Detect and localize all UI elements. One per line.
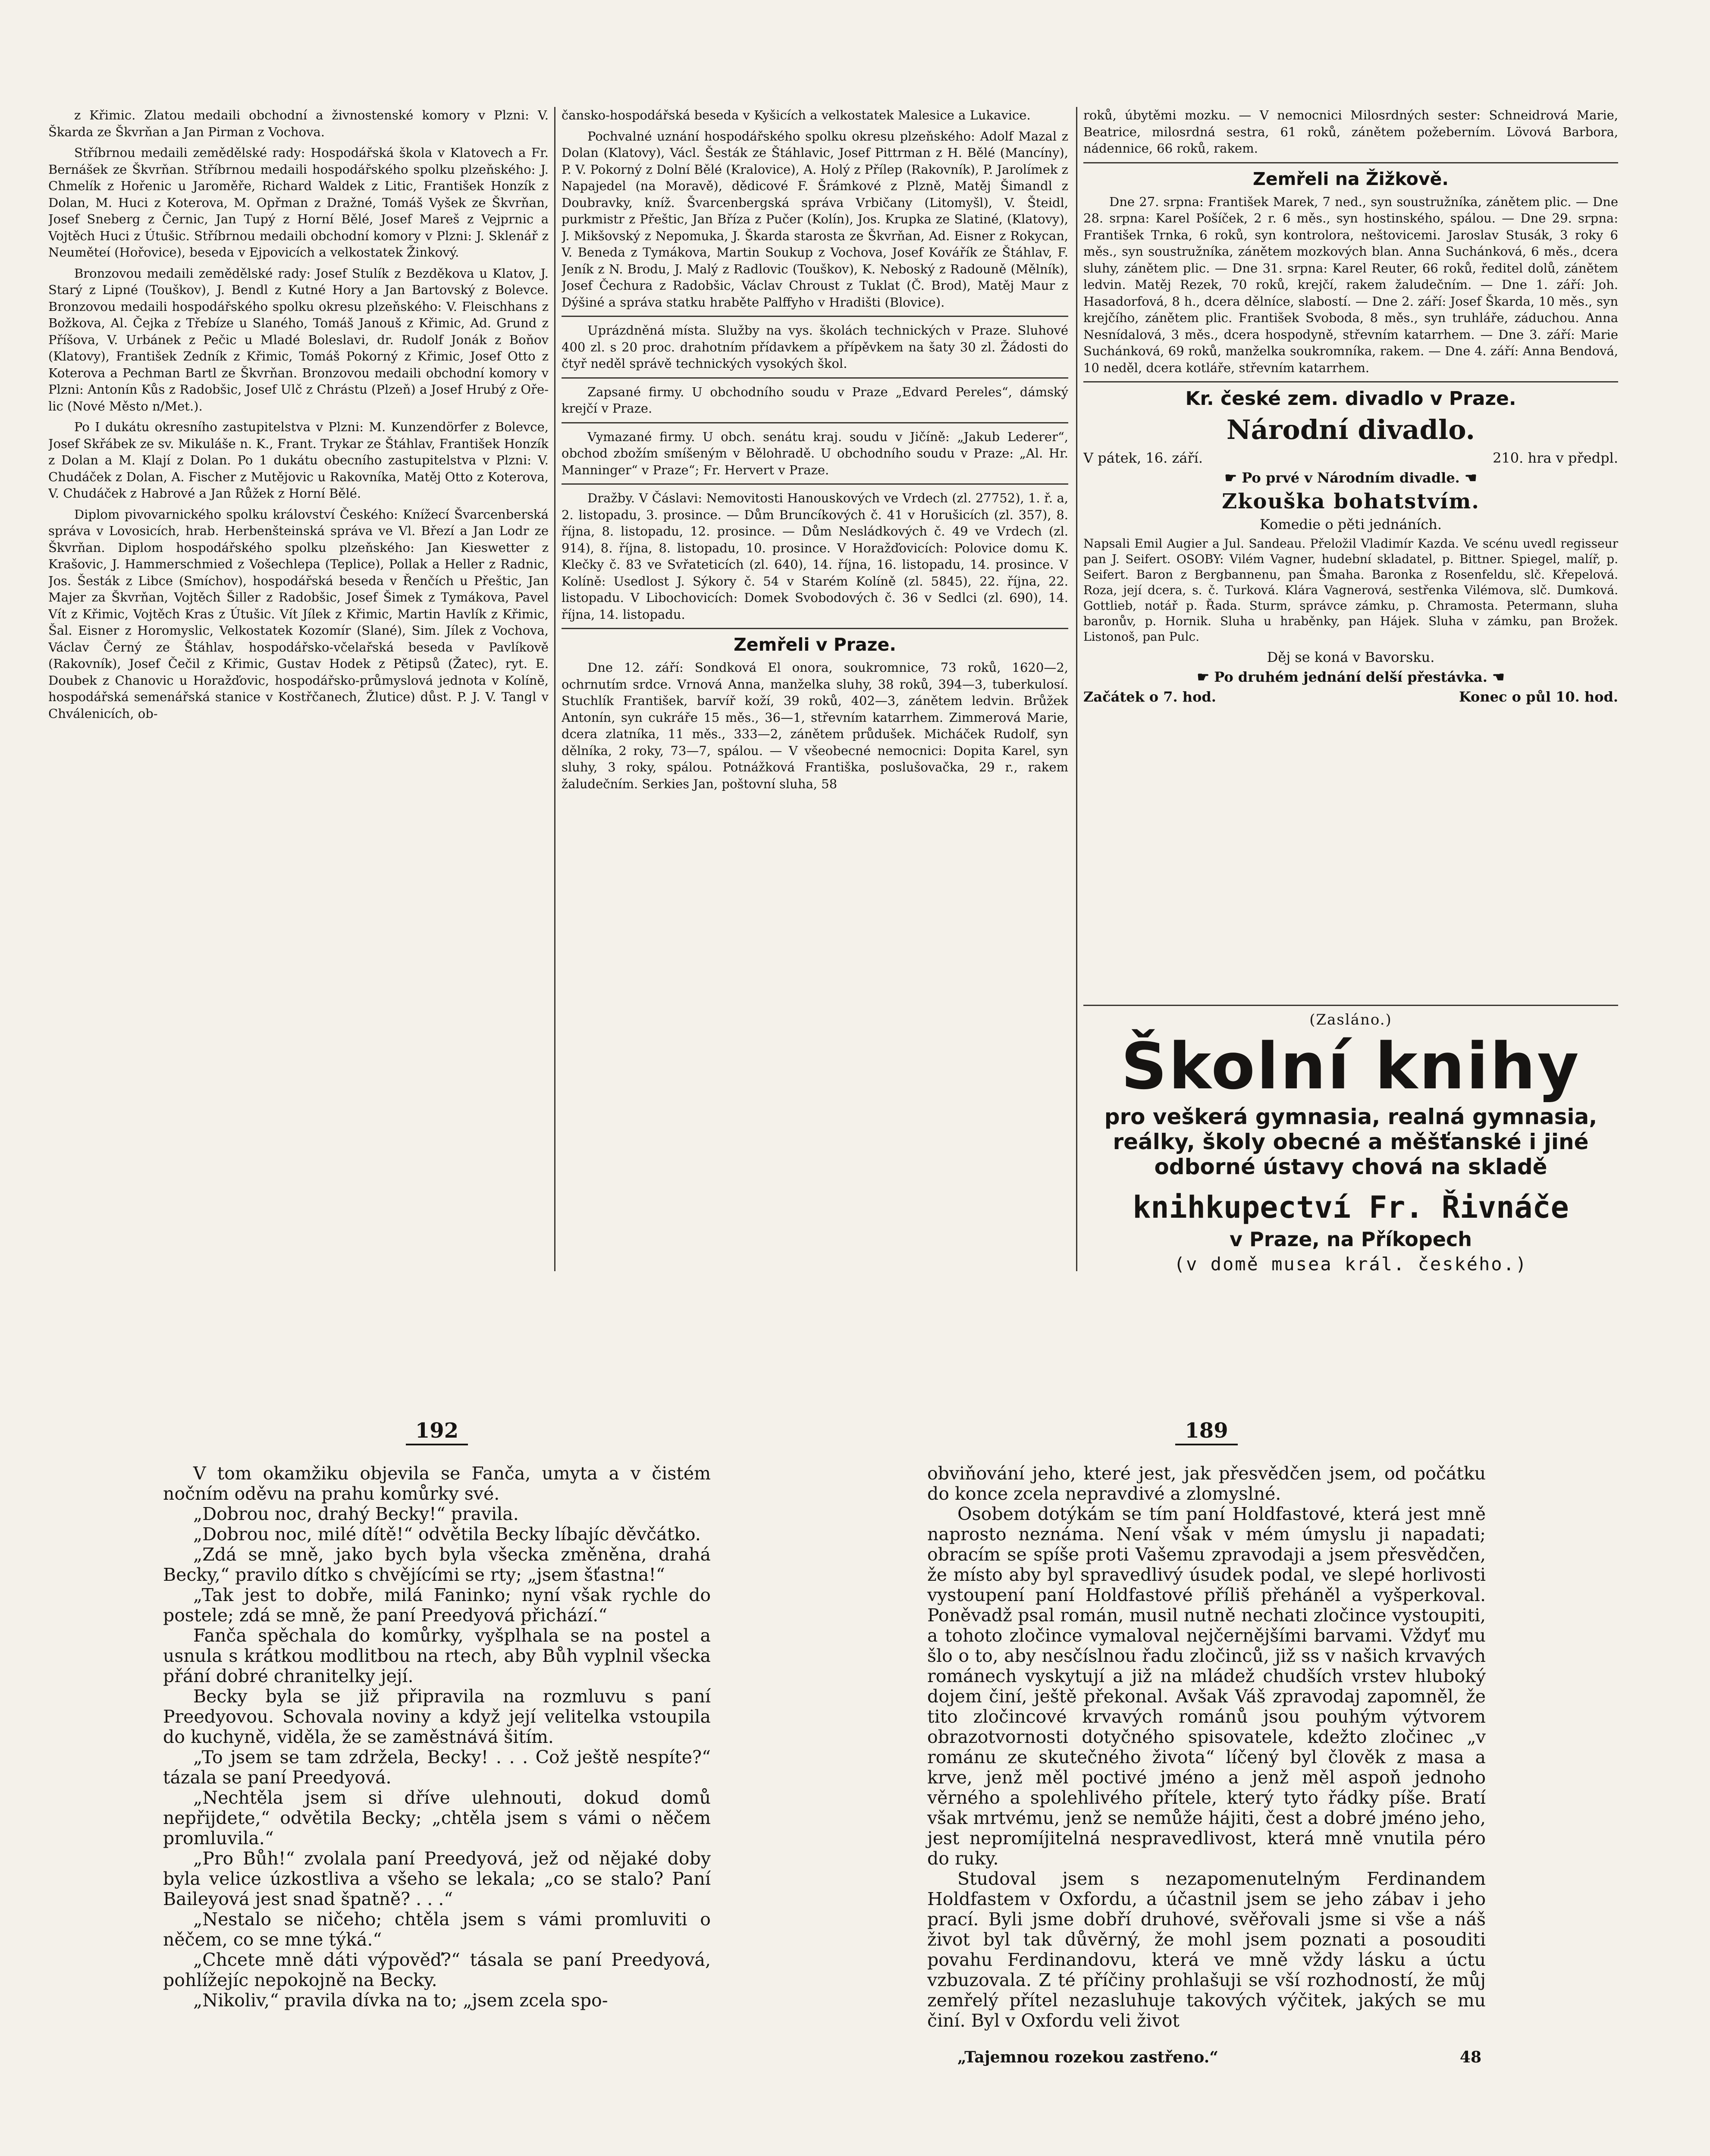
deaths-zizkov: Dne 27. srpna: František Marek, 7 ned., syn soustružníka, zánětem plic. — Dne 28. srpna: Karel Pošíček, 2 r. 6 měs., syn hostinského, spálou. — Dne 29. srpna: František Trnka, 6 roků, syn kontrolora, neštovicemi. Jaroslav Stusák, 3 roky 6 měs., syn soustružníka, zánětem mozkových blan. Anna Suchánková, 6 měs., dcera sluhy, zánětem plic. — Dne 31. srpna: Karel Reuter, 66 roků, ředitel dolů, zánětem ledvin. Matěj Rezek, 70 roků, krejčí, rakem žaludečním. — Dne 1. září: Joh. Hasadorfová, 8 h., dcera dělníce, slabostí. — Dne 2. září: Josef Škarda, 10 měs., syn krejčího, zánětem plic. František Svoboda, 8 měs., syn truhláře, záduchou. Anna Nesnídalová, 3 měs., dcera hospodyně, střevním katarrhem. — Dne 3. září: Marie Suchánková, 69 roků, manželka soukromníka, rakem. — Dne 4. září: Anna Bendová, 10 neděl, dcera kotláře, střevním katarrhem.: [1083, 194, 1618, 375]
page-footer: [927, 2048, 1486, 2066]
news-paragraph: Bronzovou medaili zemědělské rady: Josef Stulík z Bezděkova u Klatov, J. Starý z Lipné (Touškov), J. Bendl z Kutné Hory a Jan Bartovský z Bolevce. Bronzovou medaili hospodářského spolku okresu plzeňského: V. Fleischhans z Božkova, Al. Čejka z Třebíze u Slaného, Tomáš Janouš z Křimic, Ad. Grund z Příšova, V. Urbánek z Pečic u Mladé Boleslavi, dr. Rudolf Jonák z Boňov (Klatovy), František Zedník z Křimic, Tomáš Pokorný z Křimic, Josef Otto z Koterova a Pechman Bartl ze Škvrňan. Bronzovou medaili obchodní komory v Plzni: Antonín Kůs z Radobšic, Josef Ulč z Chrástu (Plzeň) a Josef Hrubý z Oře-lic (Nové Město n/Met.).: [48, 266, 549, 414]
novel-paragraph: Osobem dotýkám se tím paní Holdfastové, která jest mně naprosto neznáma. Není však v mém úmyslu ji napadati; obracím se spíše proti Vašemu zpravodaji a jsem přesvědčen, že místo aby byl spravedlivý úsudek podal, ve slepé horlivosti vystoupení paní Holdfastové příliš přeháněl a vyšperkoval. Poněvadž psal román, musil nutně nechati zločince vystoupiti, a tohoto zločince vymaloval nejčernějšími barvami. Vždyť mu šlo o to, aby nesčíslnou řadu zločinců, již ss v našich krvavých románech vyskytují a již na mládež chudších vrstev hluboký dojem činí, ještě překonal. Avšak Váš zpravodaj zapomněl, že tito zločincové krvavých románů jsou pouhým výtvorem obrazotvornosti dotyčného spisovatele, kdežto zločinec „v románu ze skutečného života“ líčený byl člověk z masa a krve, jenž měl poctivé jméno a jenž měl aspoň jednoho věrného a spolehlivého přítele, který tyto řádky píše. Bratí však mrtvému, jenž se nemůže hájiti, čest a dobré jméno jeho, jest nepromíjitelná nespravedlivost, která mně vnutila péro do ruky.: [927, 1504, 1486, 1869]
novel-paragraph: obviňování jeho, které jest, jak přesvědčen jsem, od počátku do konce zcela nepravdivé a zlomyslné.: [927, 1463, 1486, 1504]
pointing-hand-icon: ☛: [1224, 470, 1242, 486]
cast-text: Napsali Emil Augier a Jul. Sandeau. Přeložil Vladimír Kazda. Ve scénu uvedl regisseur pan J. Seifert. OSOBY: Vilém Vagner, hudební skladatel, p. Bittner. Spiegel, malíř, p. Seifert. Baron z Bergbannenu, pan Šmaha. Baronka z Rosenfeldu, slč. Křepelová. Roza, její dcera, s. č. Turková. Klára Vagnerová, sestřenka Vilémova, slč. Dumková. Gottlieb, notář p. Řada. Sturm, správce zámku, p. Chramosta. Petermann, sluha baronův, p. Hornik. Sluha u hraběnky, pan Hájek. Sluha v zámku, pan Brožek. Listonoš, pan Pulc.: [1083, 536, 1618, 644]
registered-firms: Zapsané firmy. U obchodního soudu v Praze „Edvard Pereles“, dámský krejčí v Praze.: [562, 384, 1068, 416]
theatre-title: Národní divadlo.: [1226, 414, 1475, 445]
pointing-hand-icon: ☚: [1487, 669, 1505, 685]
column-divider: [554, 107, 555, 1271]
advert-shop: knihkupectví Fr. Řivnáče: [1133, 1190, 1569, 1225]
page-number: 192: [163, 1419, 711, 1443]
novel-page-left: [163, 1419, 711, 2011]
page-number: 189: [927, 1419, 1486, 1443]
play-setting: Děj se koná v Bavorsku.: [1267, 649, 1435, 665]
column-divider: [1076, 107, 1077, 1271]
advert-house: (v domě musea král. českého.): [1173, 1253, 1528, 1275]
start-time: Začátek o 7. hod.: [1083, 689, 1216, 705]
intermission-note: ☛ Po druhém jednání delší přestávka. ☚: [1197, 669, 1505, 685]
news-column-2: [562, 107, 1068, 1280]
end-time: Konec o půl 10. hod.: [1459, 689, 1618, 705]
play-genre: Komedie o pěti jednáních.: [1259, 516, 1442, 533]
news-column-1: [48, 107, 549, 1280]
pointing-hand-icon: ☚: [1459, 470, 1477, 486]
novel-paragraph: „Dobrou noc, drahý Becky!“ pravila.: [193, 1504, 519, 1524]
signature-number: 48: [1459, 2048, 1481, 2066]
news-paragraph: roků, úbytěmi mozku. — V nemocnici Milosrdných sester: Schneidrová Marie, Beatrice, milosrdná sestra, 61 roků, zánětem požeberním. Lövová Barbora, nádennice, 66 roků, rakem.: [1083, 108, 1618, 156]
footer-title: „Tajemnou rozekou zastřeno.“: [957, 2048, 1218, 2066]
news-column-3: [1083, 107, 1618, 1073]
news-paragraph: z Křimic. Zlatou medaili obchodní a živnostenské komory v Plzni: V. Škarda ze Škvrňan a Jan Pirman z Vochova.: [48, 108, 549, 139]
first-performance: ☛ Po prvé v Národním divadle. ☚: [1224, 470, 1477, 486]
advert-city: v Praze, na Příkopech: [1230, 1228, 1472, 1251]
novel-paragraph: „Dobrou noc, milé dítě!“ odvětila Becky líbajíc děvčátko.: [193, 1524, 701, 1545]
section-divider: [562, 316, 1068, 317]
novel-paragraph: „To jsem se tam zdržela, Becky! . . . Což ještě nespíte?“ tázala se paní Preedyová.: [163, 1747, 711, 1788]
theatre-date-row: [1083, 450, 1618, 466]
deaths-zizkov-heading: Zemřeli na Žižkově.: [1253, 168, 1449, 189]
pointing-hand-icon: ☛: [1197, 669, 1214, 685]
deaths-prague: Dne 12. září: Sondková El onora, soukromnice, 73 roků, 1620—2, ochrnutím srdce. Vrnová Anna, manželka sluhy, 38 roků, 394—3, tuberkulosí. Stuchlík František, barvíř koží, 39 roků, 402—3, zánětem ledvin. Brůžek Antonín, syn cukráře 15 měs., 36—1, střevním katarrhem. Zimmerová Marie, dcera zlatníka, 11 měs., 333—2, zánětem průdušek. Micháček Rudolf, syn dělníka, 2 roky, 73—7, spálou. — V všeobecné nemocnici: Dopita Karel, syn sluhy, 3 roky, spálou. Potnážková Františka, poslušovačka, 29 r., rakem žaludečním. Serkies Jan, poštovní sluha, 58: [562, 660, 1068, 791]
section-divider: [1083, 162, 1618, 163]
play-title: Zkouška bohatstvím.: [1222, 489, 1480, 514]
theatre-date: V pátek, 16. září.: [1083, 450, 1203, 466]
novel-paragraph: „Zdá se mně, jako bych byla všecka změněna, drahá Becky,“ pravilo dítko s chvějícími se rty; „jsem šťastna!“: [163, 1544, 711, 1585]
novel-paragraph: „Chcete mně dáti výpověď?“ tásala se paní Preedyová, pohlížejíc nepokojně na Becky.: [163, 1949, 711, 1990]
novel-paragraph: „Nestalo se ničeho; chtěla jsem s vámi promluviti o něčem, co se mne týká.“: [163, 1909, 711, 1950]
section-divider: [562, 628, 1068, 629]
section-divider: [1083, 381, 1618, 382]
novel-page-right: [927, 1419, 1486, 2066]
novel-paragraph: Becky byla se již připravila na rozmluvu s paní Preedyovou. Schovala noviny a když její velitelka vstoupila do kuchyně, viděla, že se zaměstnává šitím.: [163, 1686, 711, 1747]
auctions: Dražby. V Čáslavi: Nemovitosti Hanouskových ve Vrdech (zl. 27752), 1. ř. a, 2. listopadu, 3. prosince. — Dům Bruncíkových č. 41 v Horušicích (zl. 357), 8. října, 8. listopadu, 12. prosince. — Dům Nesládkových č. 49 ve Vrdech (zl. 914), 8. října, 8. listopadu, 10. prosince. V Horažďovicích: Polovice domu K. Klečky č. 83 ve Svřateticích (zl. 640), 14. října, 16. listopadu, 14. prosince. V Kolíně: Usedlost J. Sýkory č. 54 v Starém Kolíně (zl. 5845), 22. října, 22. listopadu. V Libochovicích: Domek Svobodových č. 36 v Sedlci (zl. 690), 14. října, 14. listopadu.: [562, 491, 1068, 622]
vacancy-notice: Uprázdněná místa. Služby na vys. školách technických v Praze. Sluhové 400 zl. s 20 proc. drahotním přídavkem a přípěvkem na šaty 30 zl. Žádosti do čtyř neděl správě technických vysokých škol.: [562, 323, 1068, 371]
novel-paragraph: „Nikoliv,“ pravila dívka na to; „jsem zcela spo-: [193, 1990, 608, 2011]
advert-label: (Zasláno.): [1309, 1011, 1392, 1028]
news-paragraph: Stříbrnou medaili zemědělské rady: Hospodářská škola v Klatovech a Fr. Bernášek ze Škvrňan. Stříbrnou medaili hospodářského spolku plzeňského: J. Chmelík z Hořenic u Jaroměře, Richard Waldek z Litic, František Honzík z Dolan, M. Huci z Koterova, M. Opřman z Dražné, Tomáš Vyšek ze Škvrňan, Josef Sneberg z Černic, Jan Tupý z Horní Bělé, Josef Mareš z Vejprnic a Vojtěch Huci z Útušic. Stříbrnou medaili obchodní komory v Plzni: J. Sklenář z Neuměteí (Hořovice), beseda v Ejpovicích a velkostatek Žinkový.: [48, 145, 549, 260]
section-divider: [562, 422, 1068, 423]
show-times: [1083, 689, 1618, 705]
novel-paragraph: „Nechtěla jsem si dříve ulehnouti, dokud domů nepřijdete,“ odvětila Becky; „chtěla jsem s vámi o něčem promluvila.“: [163, 1787, 711, 1849]
section-divider: [1083, 1005, 1618, 1006]
novel-paragraph: „Pro Bůh!“ zvolala paní Preedyová, jež od nějaké doby byla velice úzkostliva a všeho se lekala; „co se stalo? Paní Baileyová jest snad špatně? . . .“: [163, 1848, 711, 1909]
news-paragraph: Po I dukátu okresního zastupitelstva v Plzni: M. Kunzendörfer z Bolevce, Josef Skřábek ze sv. Mikuláše n. K., Frant. Trykar ze Štáhlav, František Honzík z Dolan a M. Klají z Dolan. Po 1 dukátu obecního zastupitelstva v Plzni: V. Chudáček z Dolan, A. Fischer z Mutějovic u Rakovníka, Matěj Otto z Koterova, V. Chudáček z Habrové a Jan Růžek z Horní Bělé.: [48, 420, 549, 501]
section-divider: [562, 483, 1068, 485]
news-paragraph: Pochvalné uznání hospodářského spolku okresu plzeňského: Adolf Mazal z Dolan (Klatovy), Václ. Šesták ze Štáhlavic, Josef Pittrman z H. Bělé (Mancíny), P. V. Pokorný z Dolní Bělé (Kralovice), A. Holý z Přílep (Rakovník), P. Jarolímek z Napajedel (na Moravě), dědicové F. Šrámkové z Plzně, Matěj Šimandl z Doubravky, kníž. Švarcenbergská správa Vrbičany (Litomyšl), V. Šteidl, purkmistr z Přeštic, Jan Bříza z Pučer (Kolín), Jos. Krupka ze Slatiné, (Klatovy), J. Mikšovský z Nepomuka, J. Škarda starosta ze Škvrňan, Ad. Eisner z Rokycan, V. Beneda z Tymákova, Martin Soukup z Vochova, Josef Kovářík ze Štáhlav, F. Jeník z N. Brodu, J. Malý z Radlovic (Touškov), K. Neboský z Radouně (Mělník), Josef Čechura z Radobšic, Václav Chroust z Tuklat (Č. Brod), Matěj Maur z Dýšiné a správa statku hraběte Palffyho v Hradišti (Blovice).: [562, 128, 1068, 310]
theatre-subscription: 210. hra v předpl.: [1493, 450, 1618, 466]
advert-title: Školní knihy: [1121, 1029, 1581, 1103]
deleted-firms: Vymazané firmy. U obch. senátu kraj. soudu v Jičíně: „Jakub Lederer“, obchod zbožím smíšeným v Bělohradě. U obchodního soudu v Praze: „Al. Hr. Manninger“ v Praze“; Fr. Hervert v Praze.: [562, 429, 1068, 477]
novel-paragraph: Fanča spěchala do komůrky, vyšplhala se na postel a usnula s krátkou modlitbou na rtech, aby Bůh vyplnil všecka přání dobré chranitelky její.: [163, 1625, 711, 1686]
section-divider: [562, 377, 1068, 379]
novel-paragraph: V tom okamžiku objevila se Fanča, umyta a v čistém nočním oděvu na prahu komůrky své.: [163, 1463, 711, 1504]
novel-paragraph: Studoval jsem s nezapomenutelným Ferdinandem Holdfastem v Oxfordu, a účastnil jsem se jeho zábav i jeho prací. Byli jsme dobří druhové, svěřovali jsme si vše a náš život byl tak důvěrný, že mohl jsem poznati a posouditi povahu Ferdinandovu, která ve mně vždy lásku a úctu vzbuzovala. Z té příčiny prohlašuji se vší rozhodností, že můj zemřelý přítel nezasluhuje takových výčitek, jakých se mu činí. Byl v Oxfordu veli život: [927, 1868, 1486, 2031]
deaths-prague-heading: Zemřeli v Praze.: [734, 634, 896, 655]
bookshop-advert: [1083, 1005, 1618, 1275]
novel-paragraph: „Tak jest to dobře, milá Faninko; nyní však rychle do postele; zdá se mně, že paní Preedyová přichází.“: [163, 1585, 711, 1626]
cast-list: [1083, 536, 1618, 645]
theatre-header: Kr. české zem. divadlo v Praze.: [1185, 388, 1516, 410]
advert-text: pro veškerá gymnasia, realná gymnasia, reálky, školy obecné a měšťanské i jiné odborné ústavy chová na skladě: [1104, 1104, 1597, 1179]
news-paragraph: čansko-hospodářská beseda v Kyšicích a velkostatek Malesice a Lukavice.: [562, 108, 1031, 122]
news-paragraph: Diplom pivovarnického spolku království Českého: Knížecí Švarcenberská správa v Lovosicích, hrab. Herbenšteinská správa ve Vl. Březí a Jan Lodr ze Škvrňan. Diplom hospodářského spolku plzeňského: Jan Kieswetter z Krašovic, J. Hammerschmied z Vošechlepa (Teplice), Pollak a Heller z Radnic, Jos. Šesták z Libce (Smíchov), hospodářská beseda v Řenčích u Přeštic, Jan Majer za Škvrňan, Vojtěch Šiller z Radobšic, Josef Šimek z Tymákova, Pavel Vít z Křimic, Vojtěch Kras z Útušic. Vít Jílek z Křimic, Martin Havlík z Křimic, Šal. Eisner z Horomyslic, Velkostatek Kozomír (Slané), Sim. Jílek z Vochova, Václav Černý ze Štáhlav, hospodářsko-včelařská beseda v Pavlíkově (Rakovník), Josef Čečil z Křimic, Gustav Hodek z Pětipsů (Žatec), ryt. E. Doubek z Chanovic u Horažďovic, hospodářsko-průmyslová jednota v Kolíně, hospodářská semenářská stanice v Kostřčanech, Žlutice) důst. P. J. V. Tangl v Chválenicích, ob-: [48, 507, 549, 721]
